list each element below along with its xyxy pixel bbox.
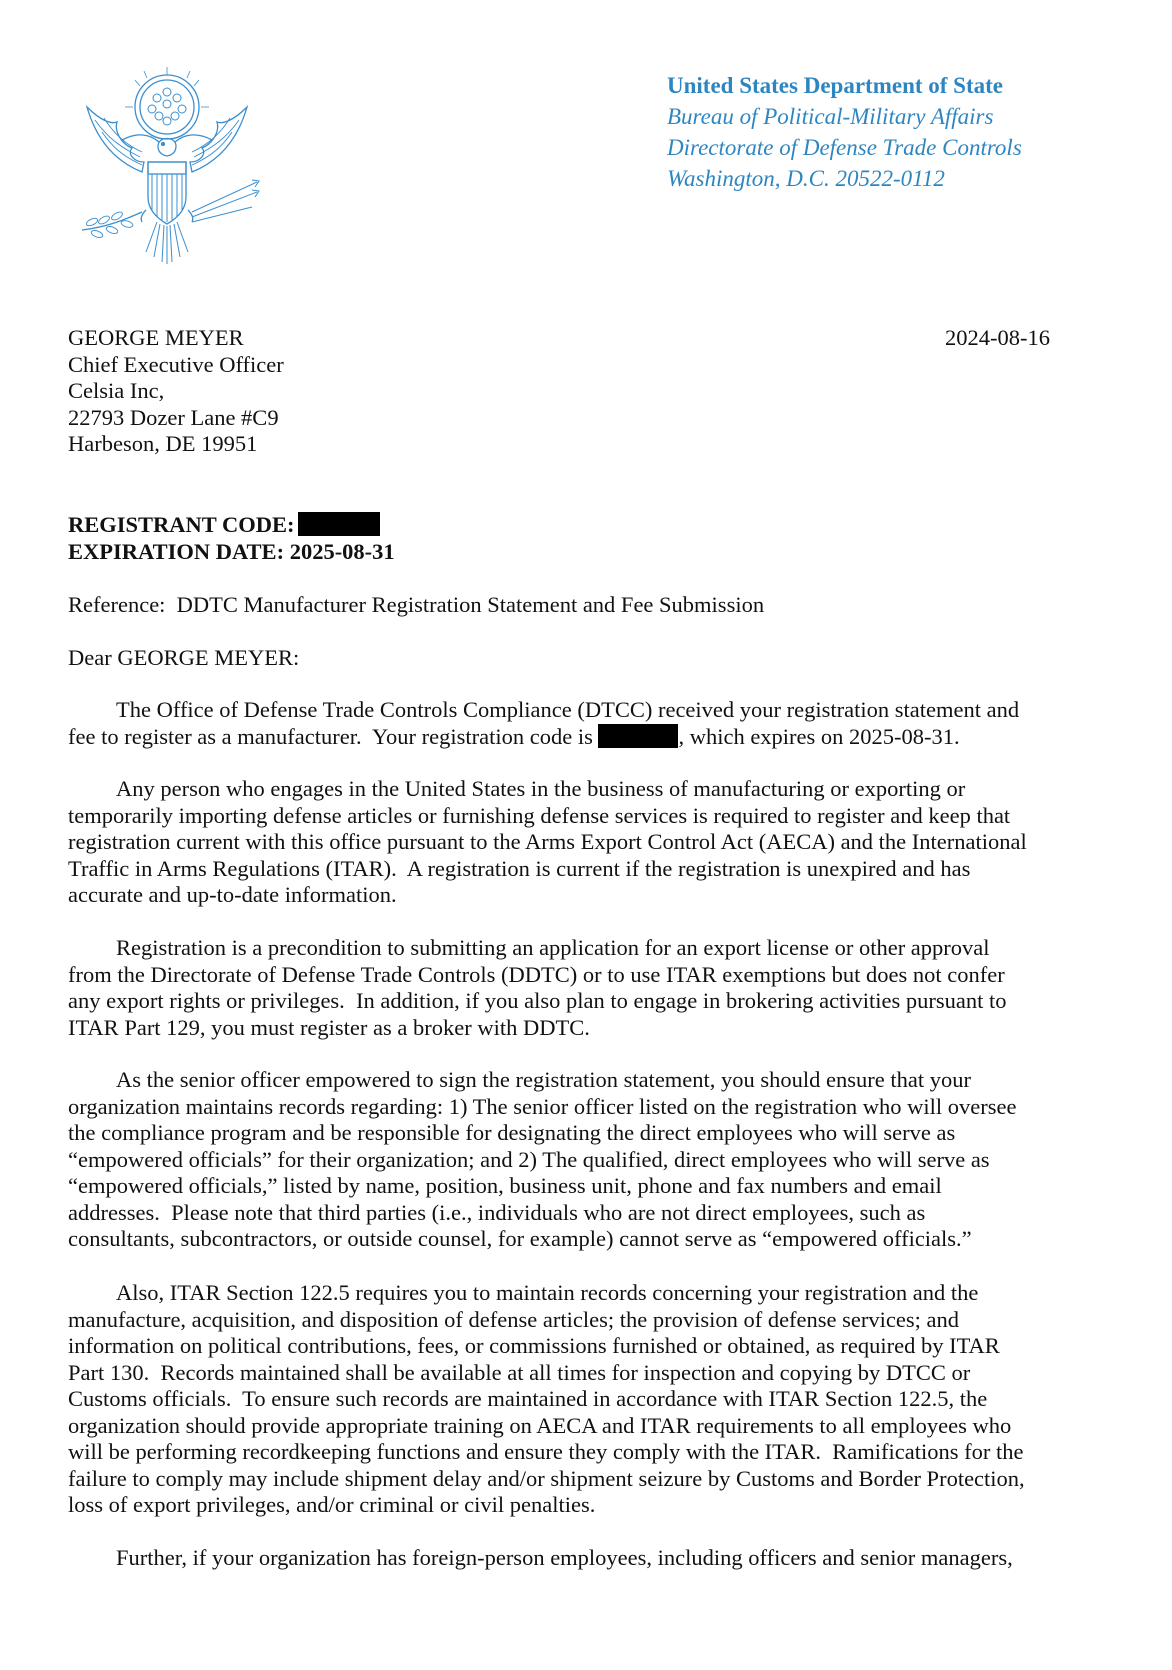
recipient-city: Harbeson, DE 19951 xyxy=(68,431,258,456)
paragraph-5-line: Part 130. Records maintained shall be available at all times for inspection and copying by DTCC or xyxy=(68,1359,971,1385)
letterhead xyxy=(667,70,1137,194)
paragraph-4-line: consultants, subcontractors, or outside counsel, for example) cannot serve as “empowered officials.” xyxy=(68,1226,972,1251)
paragraph-2-line: temporarily importing defense articles or furnishing defense services is required to register and keep that xyxy=(68,802,1011,828)
expiration-line xyxy=(68,539,768,566)
paragraph-2-line: accurate and up-to-date information. xyxy=(68,882,397,907)
paragraph-2-line: Traffic in Arms Regulations (ITAR). A registration is current if the registration is unexpired and has xyxy=(68,855,971,881)
paragraph-6 xyxy=(68,1545,1104,1572)
department-name: United States Department of State xyxy=(667,73,1003,98)
registration-codes xyxy=(68,512,768,565)
paragraph-4-line: the compliance program and be responsible for designating the direct employees who will serve as xyxy=(68,1120,956,1145)
recipient-street: 22793 Dozer Lane #C9 xyxy=(68,404,279,430)
paragraph-5-line: organization should provide appropriate training on AECA and ITAR requirements to all employees who xyxy=(68,1412,1012,1438)
redacted-registrant-code xyxy=(298,512,380,536)
reference-line: Reference: DDTC Manufacturer Registration Statement and Fee Submission xyxy=(68,592,765,617)
paragraph-1-text: fee to register as a manufacturer. Your registration code is xyxy=(68,723,599,749)
paragraph-4-line: addresses. Please note that third parties (i.e., individuals who are not direct employees, such as xyxy=(68,1199,926,1225)
paragraph-1-text: , which expires on 2025-08-31. xyxy=(678,723,960,749)
expiration-label: EXPIRATION DATE: xyxy=(68,538,285,564)
recipient-company: Celsia Inc, xyxy=(68,378,165,403)
recipient-title: Chief Executive Officer xyxy=(68,351,284,377)
paragraph-3 xyxy=(68,935,1104,1041)
paragraph-2-line: registration current with this office pursuant to the Arms Export Control Act (AECA) and the International xyxy=(68,829,1027,854)
directorate-name: Directorate of Defense Trade Controls xyxy=(667,135,1022,160)
paragraph-3-line: from the Directorate of Defense Trade Controls (DDTC) or to use ITAR exemptions but does not confer xyxy=(68,961,1005,987)
paragraph-3-line: any export rights or privileges. In addition, if you also plan to engage in brokering activities pursuant to xyxy=(68,988,1007,1013)
paragraph-2-line: Any person who engages in the United States in the business of manufacturing or exporting or xyxy=(116,776,966,801)
paragraph-3-line: Registration is a precondition to submitting an application for an export license or other approval xyxy=(116,935,990,960)
paragraph-1-line xyxy=(68,724,1104,751)
paragraph-5-line: failure to comply may include shipment delay and/or shipment seizure by Customs and Border Protection, xyxy=(68,1465,1025,1491)
paragraph-5-line: Also, ITAR Section 122.5 requires you to maintain records concerning your registration and the xyxy=(116,1280,979,1305)
paragraph-2 xyxy=(68,776,1104,909)
paragraph-4-line: “empowered officials,” listed by name, position, business unit, phone and fax numbers and email xyxy=(68,1173,942,1198)
expiration-date: 2025-08-31 xyxy=(289,538,395,564)
paragraph-5-line: information on political contributions, fees, or commissions furnished or obtained, as required by ITAR xyxy=(68,1333,1000,1358)
paragraph-5-line: will be performing recordkeeping functions and ensure they comply with the ITAR. Ramifications for the xyxy=(68,1439,1024,1464)
registrant-code-label: REGISTRANT CODE: xyxy=(68,512,295,537)
paragraph-4-line: As the senior officer empowered to sign the registration statement, you should ensure that your xyxy=(116,1067,971,1092)
letterhead-address: Washington, D.C. 20522-0112 xyxy=(667,166,945,191)
paragraph-4-line: organization maintains records regarding: 1) The senior officer listed on the registration who will oversee xyxy=(68,1093,1017,1119)
recipient-address-block xyxy=(68,325,588,458)
bureau-name: Bureau of Political-Military Affairs xyxy=(667,104,994,129)
paragraph-5 xyxy=(68,1280,1104,1519)
paragraph-5-line: manufacture, acquisition, and disposition of defense articles; the provision of defense services; and xyxy=(68,1306,959,1332)
paragraph-5-line: Customs officials. To ensure such records are maintained in accordance with ITAR Section 122.5, the xyxy=(68,1386,988,1411)
paragraph-4 xyxy=(68,1067,1104,1253)
paragraph-4-line: “empowered officials” for their organization; and 2) The qualified, direct employees who will serve as xyxy=(68,1146,990,1172)
paragraph-6-line: Further, if your organization has foreign-person employees, including officers and senior managers, xyxy=(116,1545,1013,1570)
paragraph-3-line: ITAR Part 129, you must register as a broker with DDTC. xyxy=(68,1014,590,1040)
recipient-name: GEORGE MEYER xyxy=(68,325,244,350)
paragraph-5-line: loss of export privileges, and/or criminal or civil penalties. xyxy=(68,1492,596,1517)
salutation: Dear GEORGE MEYER: xyxy=(68,645,300,670)
letter-date: 2024-08-16 xyxy=(945,325,1050,350)
registrant-code-line xyxy=(68,512,768,539)
great-seal-eagle-icon xyxy=(62,62,272,272)
redacted-registration-code xyxy=(598,724,678,748)
paragraph-1-line: The Office of Defense Trade Controls Compliance (DTCC) received your registration statement and xyxy=(116,697,1020,722)
paragraph-1 xyxy=(68,697,1104,750)
